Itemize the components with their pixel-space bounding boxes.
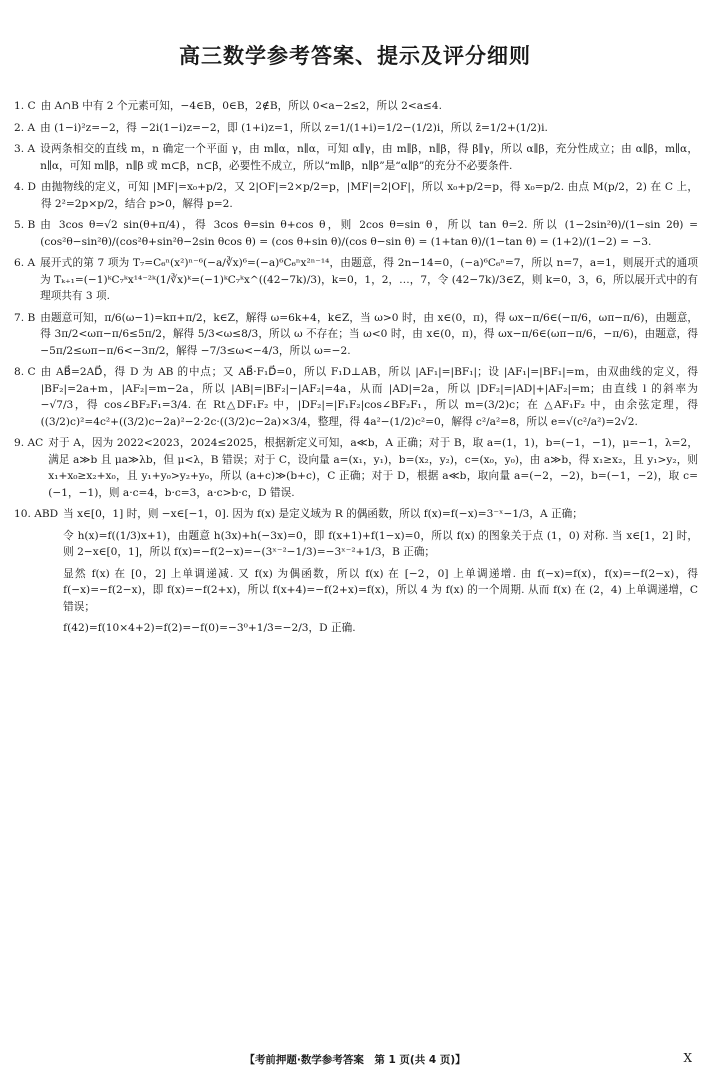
answer-body [41,98,698,115]
answer-item [14,98,698,115]
answer-number: 2. A [14,121,36,134]
answer-item [14,141,698,174]
answer-number: 5. B [14,219,36,231]
answer-text: 由 AB⃗=2AD⃗，得 D 为 AB 的中点；又 AB⃗·F₁D⃗=0，所以 F₁D⊥AB，所以 |AF₁|=|BF₁|；设 |AF₁|=|BF₁|=m，由双曲线的定义，得 |BF₂|=2a+m，|AF₂|=m−2a，所以 |AB|=|BF₂|−|AF₂|=4a，从而 |AD|=2a，所以 |DF₂|=|AD|+|AF₂|=m；由直线 l 的斜率为 −√7/3，得 cos∠BF₂F₁=3/4. 在 Rt△DF₁F₂ 中，|DF₂|=|F₁F₂|cos∠BF₂F₁，所以 m=(3/2)c；在 △AF₁F₂ 中，由余弦定理，得 ((3/2)c)²=4c²+((3/2)c−2a)²−2·2c·((3/2)c−2a)×3/4，整理，得 4a²−(1/2)c²=0，解得 c²/a²=8，所以 e=√(c²/a²)=2√2. [40,366,698,428]
answer-text: 由 (1−i)²z=−2，得 −2i(1−i)z=−2，即 (1+i)z=1，所以 z=1/(1+i)=1/2−(1/2)i，所以 z̄=1/2+(1/2)i. [40,121,548,134]
answer-item [14,435,698,501]
answer-text: 由 3cos θ=√2 sin(θ+π/4)，得 3cos θ=sin θ+cos θ，则 2cos θ=sin θ，所以 tan θ=2. 所以 (1−2sin²θ)/(1−sin 2θ) = (cos²θ−sin²θ)/(cos²θ+sin²θ−2sin θcos θ) = (cos θ+sin θ)/(cos θ−sin θ) = (1+tan θ)/(1−tan θ) = (1+2)/(1−2) = −3. [40,219,698,248]
answer-text: 由 A∩B 中有 2 个元素可知，−4∈B，0∈B，2∉B，所以 0<a−2≤2，所以 2<a≤4. [40,100,443,112]
answer-body [63,506,698,637]
answer-number: 10. ABD [14,508,59,520]
answer-list [14,98,698,642]
answer-item [14,120,698,137]
answer-number: 9. AC [14,437,44,449]
answer-number: 4. D [14,181,36,193]
answer-item [14,506,698,637]
answer-text: 展开式的第 7 项为 T₇=C₆ⁿ(x²)ⁿ⁻⁶(−a/∛x)⁶=(−a)⁶C₆ⁿx²ⁿ⁻¹⁴，由题意，得 2n−14=0，(−a)⁶C₆ⁿ=7，所以 n=7，a=1，则展开式的通项为 Tₖ₊₁=(−1)ᵏC₇ᵏx¹⁴⁻²ᵏ(1/∛x)ᵏ=(−1)ᵏC₇ᵏx^((42−7k)/3)，k=0，1，2，…，7，令 (42−7k)/3∈Z，则 k=0，3，6，所以展开式中的有理项共有 3 项. [40,257,698,302]
answer-body [48,435,698,501]
answer-text: 设两条相交的直线 m，n 确定一个平面 γ，由 m∥α，n∥α，可知 α∥γ，由 m∥β，n∥β，得 β∥γ，所以 α∥β，充分性成立；由 α∥β，m∥α，n∥α，可知 m∥β，n∥β 或 m⊂β，n⊂β，必要性不成立，所以“m∥β，n∥β”是“α∥β”的充分不必要条件. [40,143,698,172]
answer-item [14,255,698,305]
answer-body [41,364,698,430]
answer-text: 由题意可知，π/6(ω−1)=kπ+π/2，k∈Z，解得 ω=6k+4，k∈Z，当 ω>0 时，由 x∈(0，π)，得 ωx−π/6∈(−π/6，ωπ−π/6)，由题意，得 3π/2<ωπ−π/6≤5π/2，解得 5/3<ω≤8/3，所以 ω 不存在；当 ω<0 时，由 x∈(0，π)，得 ωx−π/6∈(ωπ−π/6，−π/6)，由题意，得 −5π/2≤ωπ−π/6<−3π/2，解得 −7/3≤ω<−4/3，所以 ω=−2. [40,311,698,357]
answer-body [40,255,698,305]
answer-number: 7. B [14,311,36,324]
answer-text: 令 h(x)=f((1/3)x+1)，由题意 h(3x)+h(−3x)=0，即 f(x+1)+f(1−x)=0，所以 f(x) 的图象关于点 (1，0) 对称. 当 x∈[1，2] 时，则 2−x∈[0，1]，所以 f(x)=−f(2−x)=−(3ˣ⁻²−1/3)=−3ˣ⁻²+1/3，B 正确； [63,529,698,558]
answer-text: 对于 A，因为 2022<2023，2024≤2025，根据新定义可知，a≪b，A 正确；对于 B，取 a=(1，1)，b=(−1，−1)，μ=−1，λ=2，满足 a≫b 且 μa≫λb，但 μ<λ，B 错误；对于 C，设向量 a=(x₁，y₁)，b=(x₂，y₂)，c=(x₀，y₀)，由 a≫b，得 x₁≥x₂，且 y₁>y₂，则 x₁+x₀≥x₂+x₀，且 y₁+y₀>y₂+y₀，所以 (a+c)≫(b+c)，C 正确；对于 D，根据 a≪b，取向量 a=(−2，−2)，b=(−1，−2)，取 c=(−1，−1)，则 a·c=4，b·c=3，a·c>b·c，D 错误. [48,437,698,499]
answer-text: 显然 f(x) 在 [0，2] 上单调递减. 又 f(x) 为偶函数，所以 f(x) 在 [−2，0] 上单调递增. 由 f(−x)=f(x)，f(x)=−f(2−x)，得 f(−x)=−f(2−x)，即 f(x)=−f(2+x)，所以 f(x+4)=−f(2+x)=f(x)，所以 4 为 f(x) 的一个周期. 从而 f(x) 在 (2，4) 上单调递增，C 错误； [63,567,698,613]
answer-number: 8. C [14,366,36,378]
page-title: 高三数学参考答案、提示及评分细则 [179,44,531,68]
answer-body [40,310,698,360]
answer-number: 6. A [14,257,36,269]
answer-body [41,179,698,212]
answer-item [14,179,698,212]
answer-item [14,310,698,360]
answer-body [40,217,698,250]
answer-text: 当 x∈[0，1] 时，则 −x∈[−1，0]. 因为 f(x) 是定义域为 R 的偶函数，所以 f(x)=f(−x)=3⁻ˣ−1/3，A 正确； [63,508,583,520]
answer-body [40,141,698,174]
answer-number: 1. C [14,100,36,112]
footer-mark: X [683,1051,692,1065]
answer-text: 由抛物线的定义，可知 |MF|=x₀+p/2，又 2|OF|=2×p/2=p，|MF|=2|OF|，所以 x₀+p/2=p，得 x₀=p/2. 由点 M(p/2，2) 在 C 上，得 2²=2p×p/2，结合 p>0，解得 p=2. [40,181,698,210]
answer-item [14,217,698,250]
answer-body [40,120,698,137]
answer-text: f(42)=f(10×4+2)=f(2)=−f(0)=−3⁰+1/3=−2/3，D 正确. [63,622,356,634]
answer-number: 3. A [14,143,36,155]
page-footer: 【考前押题·数学参考答案 第 1 页(共 4 页)】 [244,1054,466,1066]
answer-item [14,364,698,430]
